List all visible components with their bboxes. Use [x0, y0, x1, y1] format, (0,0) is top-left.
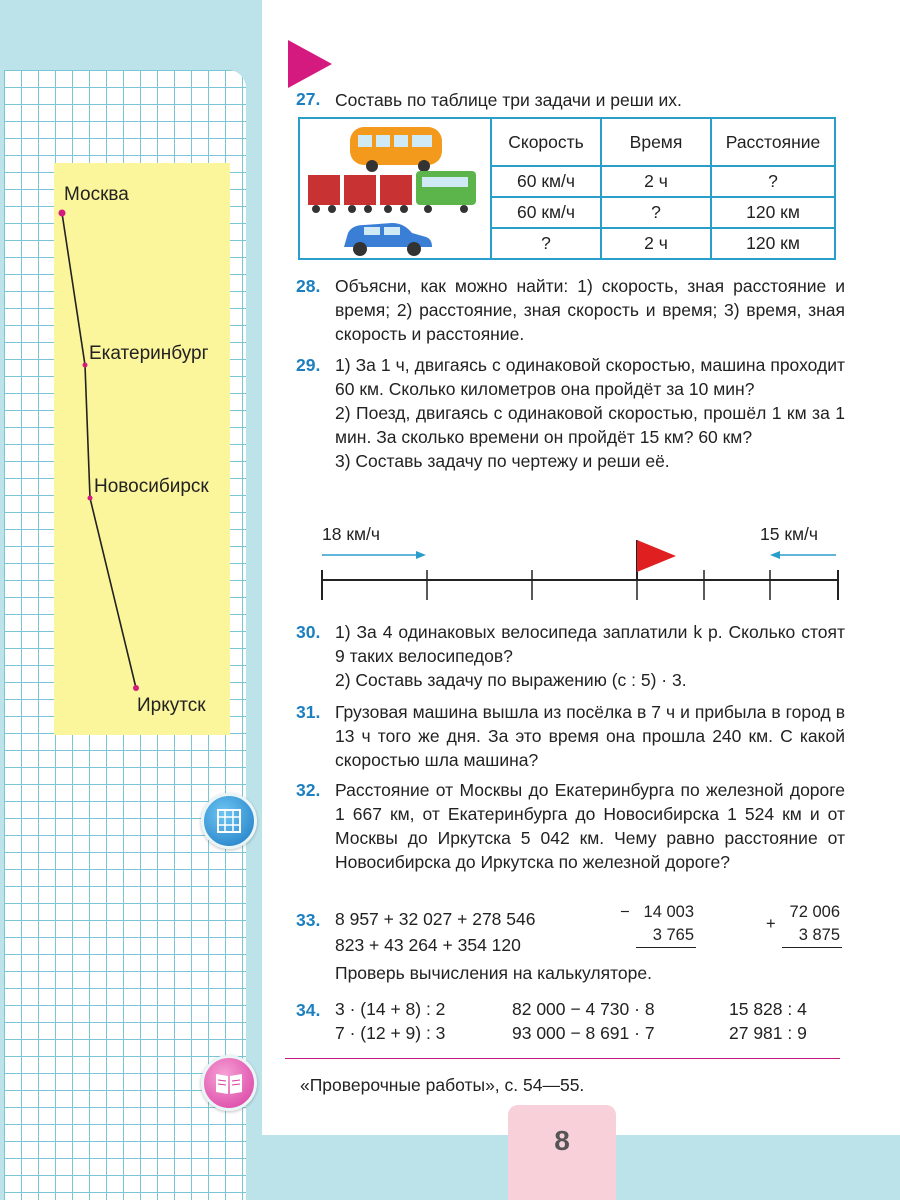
- subtraction-subtrahend: 3 765: [652, 926, 694, 944]
- city-label-novosibirsk: Новосибирск: [94, 476, 209, 497]
- city-dot-yekaterinburg: [83, 363, 88, 368]
- table-cell: 2 ч: [601, 228, 711, 259]
- table-cell: ?: [711, 166, 835, 197]
- task-27-table: [298, 117, 836, 260]
- task-32-text: Расстояние от Москвы до Екатеринбурга по железной дороге 1 667 км, от Екатеринбурга до Новосибирска 1 524 км и от Москвы до Иркутска 5 042 км. Чему равно расстояние от Новосибирска до Иркутска по железной дороге?: [335, 780, 845, 872]
- task-33-expression-1: 8 957 + 32 027 + 278 546: [335, 909, 536, 929]
- table-cell: 60 км/ч: [491, 197, 601, 228]
- city-label-moscow: Москва: [64, 184, 129, 205]
- task-29-part-1: 1) За 1 ч, двигаясь с одинаковой скоростью, машина проходит 60 км. Сколько километров она пройдёт за 10 мин?: [335, 355, 845, 399]
- speed-right-label: 15 км/ч: [760, 524, 818, 544]
- task-27-number: 27.: [296, 89, 321, 109]
- task-28-text: Объясни, как можно найти: 1) скорость, зная расстояние и время; 2) расстояние, зная скорость и время; 3) время, зная скорость и расстояние.: [335, 276, 845, 344]
- task-34-expression: 82 000 − 4 730 · 8: [512, 999, 655, 1019]
- task-32-number: 32.: [296, 780, 321, 800]
- table-cell: 120 км: [711, 197, 835, 228]
- city-label-yekaterinburg: Екатеринбург: [89, 343, 209, 364]
- page-number: 8: [508, 1105, 616, 1200]
- task-30-part-1: 1) За 4 одинаковых велосипеда заплатили k р. Сколько стоят 9 таких велосипедов?: [335, 622, 845, 666]
- task-29-number: 29.: [296, 355, 321, 375]
- table-cell: 2 ч: [601, 166, 711, 197]
- table-header-speed: Скорость: [491, 118, 601, 166]
- divider-line: [285, 1058, 840, 1059]
- subtraction-minuend: 14 003: [643, 903, 694, 921]
- reference-note: «Проверочные работы», с. 54—55.: [300, 1075, 585, 1095]
- task-28-number: 28.: [296, 276, 321, 296]
- task-33-note: Проверь вычисления на калькуляторе.: [335, 963, 652, 983]
- table-cell: 120 км: [711, 228, 835, 259]
- table-cell: ?: [601, 197, 711, 228]
- task-34-expression: 3 · (14 + 8) : 2: [335, 999, 446, 1019]
- task-27-text: Составь по таблице три задачи и реши их.: [335, 90, 682, 110]
- speed-left-label: 18 км/ч: [322, 524, 380, 544]
- task-29-text: [335, 353, 845, 473]
- addition-operator: +: [766, 915, 776, 933]
- task-29-part-2: 2) Поезд, двигаясь с одинаковой скоростью, прошёл 1 км за 1 мин. За сколько времени он пройдёт 15 км? 60 км?: [335, 403, 845, 447]
- city-dot-novosibirsk: [88, 496, 93, 501]
- subtraction-operator: −: [620, 903, 630, 921]
- task-34-number: 34.: [296, 1000, 321, 1020]
- task-31-number: 31.: [296, 702, 321, 722]
- route-line: [54, 163, 230, 735]
- task-34-expression: 7 · (12 + 9) : 3: [335, 1023, 446, 1043]
- city-dot-irkutsk: [133, 685, 139, 691]
- calculator-grid-icon[interactable]: [201, 793, 257, 849]
- table-cell: ?: [491, 228, 601, 259]
- task-34-expression: 27 981 : 9: [729, 1023, 807, 1043]
- task-30-part-2: 2) Составь задачу по выражению (c : 5) · 3.: [335, 670, 687, 690]
- task-29-part-3: 3) Составь задачу по чертежу и реши её.: [335, 451, 670, 471]
- table-cell: 60 км/ч: [491, 166, 601, 197]
- city-label-irkutsk: Иркутск: [137, 695, 206, 716]
- task-34-expression: 93 000 − 8 691 · 7: [512, 1023, 655, 1043]
- workbook-icon[interactable]: [201, 1055, 257, 1111]
- task-33-number: 33.: [296, 910, 321, 930]
- left-margin: [0, 0, 262, 1200]
- route-map: [54, 163, 230, 735]
- task-30-text: [335, 620, 845, 692]
- task-30-number: 30.: [296, 622, 321, 642]
- task-33-expression-2: 823 + 43 264 + 354 120: [335, 935, 521, 955]
- task-31-text: Грузовая машина вышла из посёлка в 7 ч и прибыла в город в 13 ч того же дня. За это время она прошла 240 км. С какой скоростью шла машина?: [335, 702, 845, 770]
- city-dot-moscow: [59, 210, 66, 217]
- addition-line: [782, 947, 842, 948]
- addition-term-1: 72 006: [789, 903, 840, 921]
- addition-term-2: 3 875: [798, 926, 840, 944]
- table-header-time: Время: [601, 118, 711, 166]
- red-flag-icon: [637, 540, 676, 572]
- subtraction-line: [636, 947, 696, 948]
- table-header-distance: Расстояние: [711, 118, 835, 166]
- vehicles-illustration: [299, 118, 491, 259]
- section-marker-triangle: [288, 40, 334, 92]
- task-34-expression: 15 828 : 4: [729, 999, 807, 1019]
